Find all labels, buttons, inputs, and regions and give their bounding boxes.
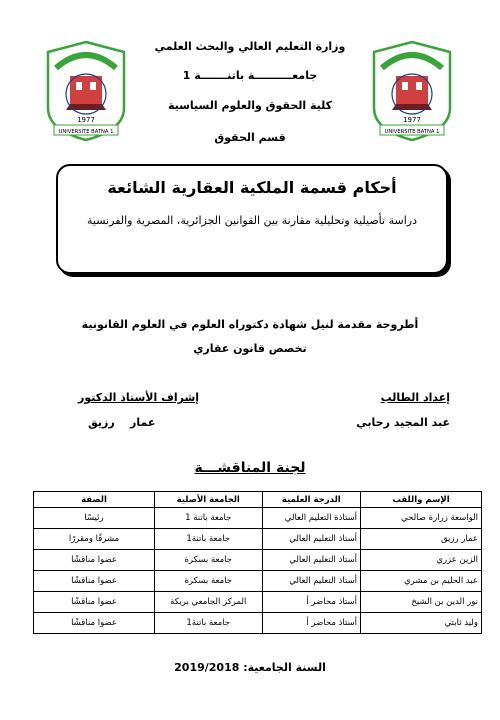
table-row — [34, 592, 482, 613]
cell-university: المركز الجامعي بريكة — [154, 592, 262, 613]
supervisor-name: عمار رزيق — [88, 416, 156, 429]
cell-rank: أستاذ التعليم العالي — [262, 571, 361, 592]
table-row — [34, 529, 482, 550]
header-role: الصفة — [34, 492, 155, 508]
table-row — [34, 571, 482, 592]
title-box — [56, 164, 448, 274]
cell-name: عمار رزيق — [361, 529, 482, 550]
university-logo-left — [40, 38, 132, 144]
university-logo-right — [366, 38, 458, 144]
thesis-subtitle: دراسة تأصيلية وتحليلية مقارنة بين القوانين الجزائرية، المصرية والفرنسية — [87, 214, 417, 227]
table-row — [34, 613, 482, 634]
cell-role: عضوا مناقشًا — [34, 592, 155, 613]
university-name: جامعــــــــــة باتنـــــــة 1 — [182, 69, 318, 82]
svg-text:UNIVERSITE BATNA 1: UNIVERSITE BATNA 1 — [58, 129, 114, 135]
academic-year: السنة الجامعية: 2019/2018 — [174, 661, 326, 674]
cell-rank: أستاذة التعليم العالي — [262, 508, 361, 529]
table-row — [34, 550, 482, 571]
svg-text:1977: 1977 — [77, 116, 95, 124]
university-seal-left — [40, 38, 132, 144]
cell-rank: أستاذ محاضر أ — [262, 592, 361, 613]
cell-role: مشرفًا ومقررًا — [34, 529, 155, 550]
cell-role: عضوا مناقشًا — [34, 550, 155, 571]
cell-university: جامعة باتنة1 — [154, 529, 262, 550]
svg-text:UNIVERSITE BATNA 1: UNIVERSITE BATNA 1 — [384, 129, 440, 135]
header-university: الجامعة الأصلية — [154, 492, 262, 508]
cell-university: جامعة باتنة1 — [154, 613, 262, 634]
cell-university: جامعة بسكرة — [154, 550, 262, 571]
cell-rank: أستاذ التعليم العالي — [262, 529, 361, 550]
cell-name: وليد ثابتي — [361, 613, 482, 634]
university-seal-right — [366, 38, 458, 144]
cell-rank: أستاذ محاضر أ — [262, 613, 361, 634]
cell-name: نور الدين بن الشيخ — [361, 592, 482, 613]
committee-title: لجنة المناقشـــة — [194, 460, 306, 476]
ministry-name: وزارة التعليم العالي والبحث العلمي — [154, 40, 346, 53]
thesis-specialty: تخصص قانون عقاري — [193, 342, 307, 355]
svg-text:1977: 1977 — [403, 116, 421, 124]
header-rank: الدرجة العلمية — [262, 492, 361, 508]
cell-role: عضوا مناقشًا — [34, 571, 155, 592]
cell-role: عضوا مناقشًا — [34, 613, 155, 634]
faculty-name: كلية الحقوق والعلوم السياسية — [167, 99, 333, 112]
department-name: قسم الحقوق — [214, 131, 286, 144]
cell-name: الواسعة زرارة صالحي — [361, 508, 482, 529]
header-name: الإسم واللقب — [361, 492, 482, 508]
cell-name: عبد الحليم بن مشري — [361, 571, 482, 592]
thesis-title: أحكام قسمة الملكية العقارية الشائعة — [107, 178, 397, 197]
cell-university: جامعة باتنة 1 — [154, 508, 262, 529]
thesis-degree: أطروحة مقدمة لنيل شهادة دكتوراه العلوم في العلوم القانونية — [81, 318, 419, 331]
student-label: إعداد الطالب — [380, 391, 450, 404]
cell-role: رئيسًا — [34, 508, 155, 529]
table-row — [34, 508, 482, 529]
cell-name: الزين عزري — [361, 550, 482, 571]
supervisor-label: إشراف الأستاذ الدكتور — [78, 391, 200, 404]
student-name: عبد المجيد رحابي — [356, 416, 450, 429]
committee-table — [33, 491, 482, 634]
cell-university: جامعة بسكرة — [154, 571, 262, 592]
table-header-row — [34, 492, 482, 508]
cell-rank: أستاذ التعليم العالي — [262, 550, 361, 571]
